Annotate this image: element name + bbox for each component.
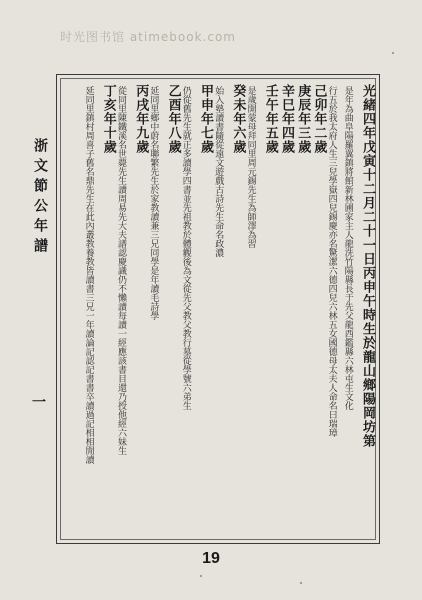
page-number: 19 xyxy=(202,550,220,567)
heading-column: 己卯年二歲 xyxy=(311,84,327,154)
text-column: 仍從舊先生就正多讀學四書並先祖教於體觀後為文從先父教父教行墓從學號六弟生 xyxy=(180,86,191,410)
text-column: 從同里陳鐵溪名世薨先生讀周易先大夫譜認慶識仍不懶讀每讀一經應該書目還乃授他經六妹生 xyxy=(116,86,126,455)
book-title-margin: 浙文節公年譜 xyxy=(32,138,48,258)
text-column: 行五於我太府人生三兒學嶽四兒錫慶亦名驚潔六德四兒六林五女國德母太夫人命名曰瑞璋 xyxy=(326,86,337,437)
text-column: 延同里鎮村周喜子舊名鼎先生在此內叢教養教皆讀書三兄一年讀論記認記書書卒讀過記相相閒讀 xyxy=(83,86,94,464)
leaf-number: 一 xyxy=(32,395,46,411)
heading-column: 庚辰年三歲 xyxy=(295,84,311,154)
text-column: 延同里鄉中蔚名聯繁先生於家教讀兼三兄同學是年讀毛詩學 xyxy=(148,86,159,320)
watermark: 时光图书馆 atimebook.com xyxy=(60,30,236,44)
heading-column: 乙酉年八歲 xyxy=(165,84,181,154)
text-column: 是年為曲阜陽羅翼鎮將館新林圃家主人龍洗竹陽縣長于先父龍西鑑縣六林屯生文化 xyxy=(342,86,353,410)
speckle xyxy=(200,575,202,577)
heading-column: 光緒四年戊寅十二月二十一日丙申午時生於龍山鄉陽岡坊第 xyxy=(360,84,375,448)
speckle xyxy=(392,52,394,54)
heading-column: 甲申年七歲 xyxy=(198,84,213,154)
heading-column: 壬午年五歲 xyxy=(262,84,278,154)
text-column: 是歲開蒙母拜同里周元錫先生為師澤為習 xyxy=(245,86,256,248)
text-column: 始入塾讀書隨從遠文遊戲古詩先生命名政濃 xyxy=(213,86,224,257)
heading-column: 丙戌年九歲 xyxy=(133,84,149,154)
speckle xyxy=(300,582,302,584)
heading-column: 丁亥年十歲 xyxy=(100,84,116,154)
heading-column: 癸未年六歲 xyxy=(230,84,246,154)
heading-column: 辛巳年四歲 xyxy=(279,84,294,154)
